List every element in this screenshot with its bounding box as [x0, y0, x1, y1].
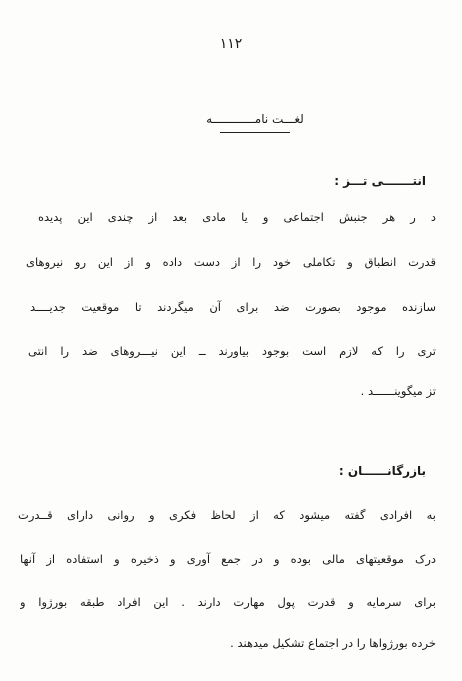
section-heading-antithesis: انتـــــــی تـــز : [334, 174, 426, 188]
page-title: لغـــت نامــــــــــــه [206, 112, 304, 126]
text-line: برای سرمایه و قدرت پول مهارت دارند . این افراد طبقه بورژوا و [20, 595, 436, 609]
text-line: تری را که لازم است بوجود بیاورند ــ این نیـــروهای ضد را انتی [28, 344, 436, 358]
page-title-block [190, 112, 320, 133]
text-line: خرده بورژواها را در اجتماع تشکیل میدهند . [230, 636, 436, 650]
title-underline [220, 132, 290, 133]
text-line: درک موقعیتهای مالی بوده و در جمع آوری و ذخیره و استفاده از آنها [20, 552, 436, 566]
text-line: تز میگوینــــــد . [360, 384, 436, 398]
page-number: ١١٢ [219, 36, 243, 52]
text-line: به افرادی گفته میشود که از لحاظ فکری و روانی دارای قــدرت [18, 508, 436, 522]
text-line: د ر هر جنبش اجتماعی و یا مادی بعد از چندی این پدیده [38, 210, 436, 224]
text-line: سازنده موجود بصورت ضد برای آن میگردند تا موقعیت جدیــــد [30, 300, 436, 314]
section-heading-merchants: بازرگانــــــان : [338, 464, 426, 478]
text-line: قدرت انطباق و تکاملی خود را از دست داده و از این رو نیروهای [26, 255, 436, 269]
